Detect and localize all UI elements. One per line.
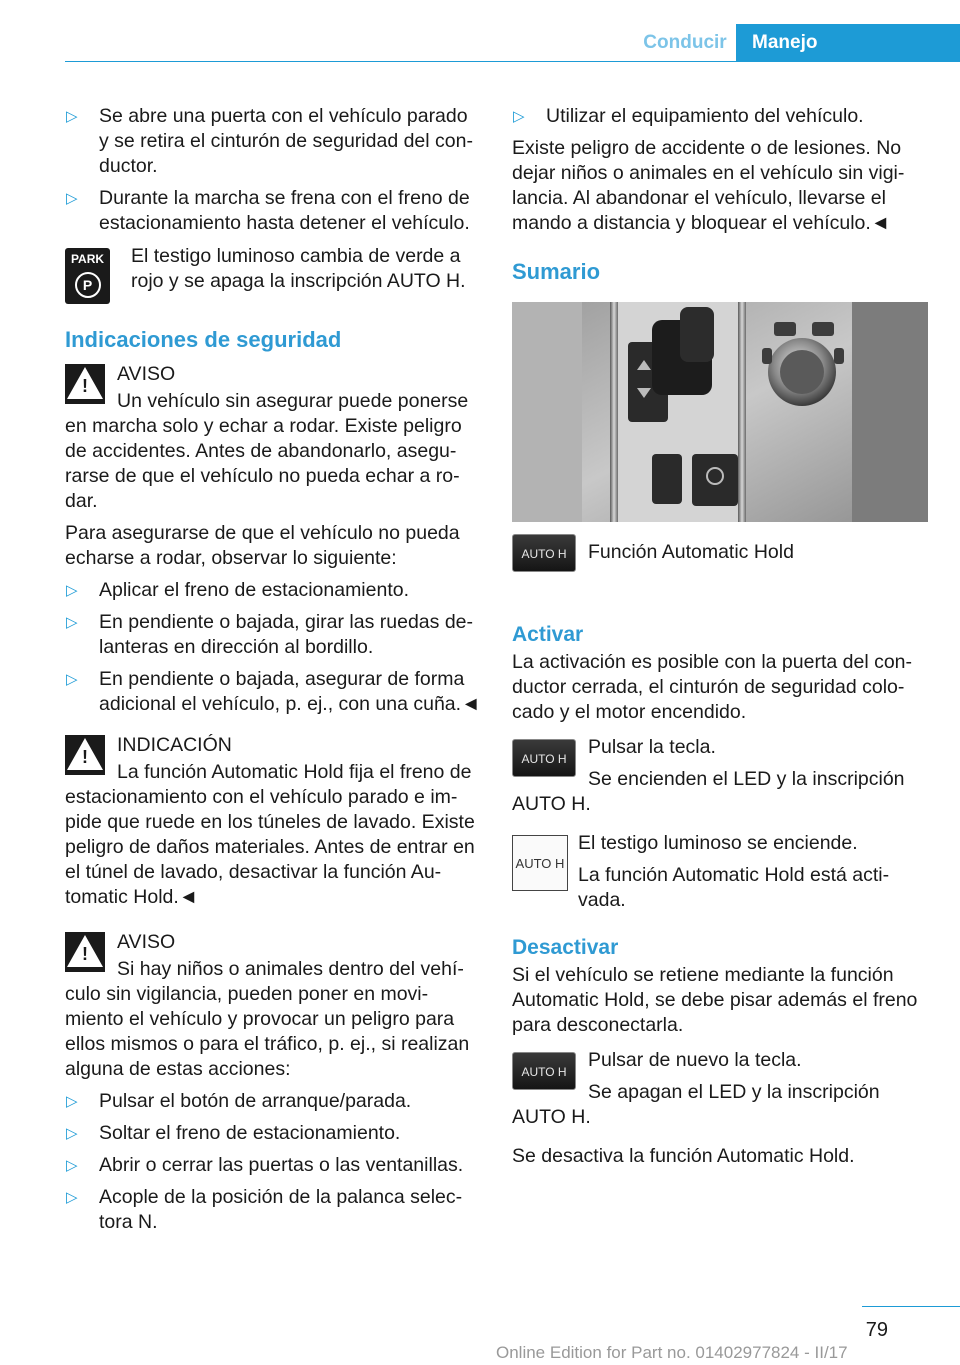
header-divider [65,61,960,62]
left-column [65,104,481,1242]
list-item: ▷ Soltar el freno de estacionamiento. [66,1122,401,1144]
bullet-triangle-icon: ▷ [513,108,525,125]
bullet-triangle-icon: ▷ [66,1093,78,1110]
list-item: ▷ Pulsar el botón de arranque/parada. [66,1090,412,1112]
warning-triangle-icon: ! [65,735,105,775]
footer-divider [862,1306,960,1307]
list-item: ▷ Se abre una puerta con el vehículo parado y se retira el cinturón de seguridad del con- ductor. [66,105,473,177]
press-again-block [512,1048,928,1130]
paragraph: Se desactiva la función Automatic Hold. [512,1145,855,1167]
park-indicator-text: El testigo luminoso cambia de verde a rojo y se apaga la inscripción AUTO H. [131,245,466,292]
warning-title: AVISO [117,363,176,385]
list-item: ▷ En pendiente o bajada, asegurar de forma adicional el vehículo, p. ej., con una cuña.◄ [66,668,481,715]
section-title-sumario: Sumario [512,259,601,284]
result-text: Se apagan el LED y la inscripción AUTO H. [512,1081,880,1128]
list-item: ▷ Utilizar el equipamiento del vehículo. [513,105,864,127]
instruction: Pulsar la tecla. [588,736,716,758]
auto-h-indicator-icon: AUTO H [512,835,568,891]
bullet-triangle-icon: ▷ [66,582,78,599]
tab-manejo[interactable]: Manejo [736,24,960,62]
tab-conducir[interactable]: Conducir [643,32,727,53]
note-text: La función Automatic Hold fija el freno de estacionamiento con el vehículo parado e im- pide que ruede en los túneles de lavado. Existe peligro de daños materiales. Antes de entrar en el túnel de lavado, desactivar la función Au- tomatic Hold.◄ [65,761,475,908]
paragraph: Si el vehículo se retiene mediante la función Automatic Hold, se debe pisar además el freno para desconectarla. [512,964,918,1036]
bullet-triangle-icon: ▷ [66,671,78,688]
list-item: ▷ Aplicar el freno de estacionamiento. [66,579,410,601]
bullet-triangle-icon: ▷ [66,1189,78,1206]
warning-text: Un vehículo sin asegurar puede ponerse en marcha solo y echar a rodar. Existe peligro de accidentes. Antes de abandonarlo, asegu- rarse de que el vehículo no pueda echar a ro- dar. [65,390,469,512]
warning-block [65,362,481,514]
indicator-text: La función Automatic Hold está acti- vada. [578,864,890,911]
warning-block [65,930,481,1082]
press-key-block [512,735,928,817]
bullet-triangle-icon: ▷ [66,108,78,125]
edition-watermark: Online Edition for Part no. 01402977824 - II/17 [496,1343,848,1362]
paragraph: La activación es posible con la puerta del con- ductor cerrada, el cinturón de seguridad colo- cado y el motor encendido. [512,651,912,723]
console-photo [512,302,928,522]
page-number: 79 [865,1319,888,1341]
auto-h-button-icon: AUTO H [512,534,576,572]
park-brake-indicator-icon: PARK P [65,248,110,304]
warning-triangle-icon: ! [65,932,105,972]
auto-h-button-icon: AUTO H [512,739,576,777]
section-title-safety: Indicaciones de seguridad [65,327,342,352]
section-title-activar: Activar [512,623,584,646]
result-text: Se encienden el LED y la inscripción AUTO H. [512,768,905,815]
section-title-desactivar: Desactivar [512,936,619,959]
bullet-triangle-icon: ▷ [66,1125,78,1142]
chapter-tabs [634,24,960,62]
paragraph: Para asegurarse de que el vehículo no pueda echarse a rodar, observar lo siguiente: [65,522,460,569]
auto-h-button-icon: AUTO H [512,1052,576,1090]
figure-caption: Función Automatic Hold [588,541,794,563]
list-item: ▷ En pendiente o bajada, girar las ruedas de- lanteras en dirección al bordillo. [66,611,474,658]
indicator-text: El testigo luminoso se enciende. [578,832,858,854]
bullet-triangle-icon: ▷ [66,1157,78,1174]
list-item: ▷ Abrir o cerrar las puertas o las ventanillas. [66,1154,464,1176]
warning-triangle-icon: ! [65,364,105,404]
warning-continuation: Existe peligro de accidente o de lesiones. No dejar niños o animales en el vehículo sin vigi- lancia. Al abandonar el vehículo, llevarse el mando a distancia y bloquear el vehículo.◄ [512,137,905,234]
park-indicator-block [65,244,481,304]
auto-h-caption-block [512,540,928,600]
note-block [65,733,481,910]
bullet-triangle-icon: ▷ [66,190,78,207]
bullet-triangle-icon: ▷ [66,614,78,631]
note-title: INDICACIÓN [117,734,232,756]
warning-title: AVISO [117,931,176,953]
instruction: Pulsar de nuevo la tecla. [588,1049,802,1071]
right-column [512,104,928,1176]
indicator-block [512,831,928,913]
list-item: ▷ Acople de la posición de la palanca selec- tora N. [66,1186,463,1233]
list-item: ▷ Durante la marcha se frena con el freno de estacionamiento hasta detener el vehículo. [66,187,470,234]
warning-text: Si hay niños o animales dentro del vehí- culo sin vigilancia, pueden poner en movi- miento el vehículo y provocar un peligro para ellos mismos o para el tráfico, p. ej., si realizan alguna de estas acciones: [65,958,470,1080]
